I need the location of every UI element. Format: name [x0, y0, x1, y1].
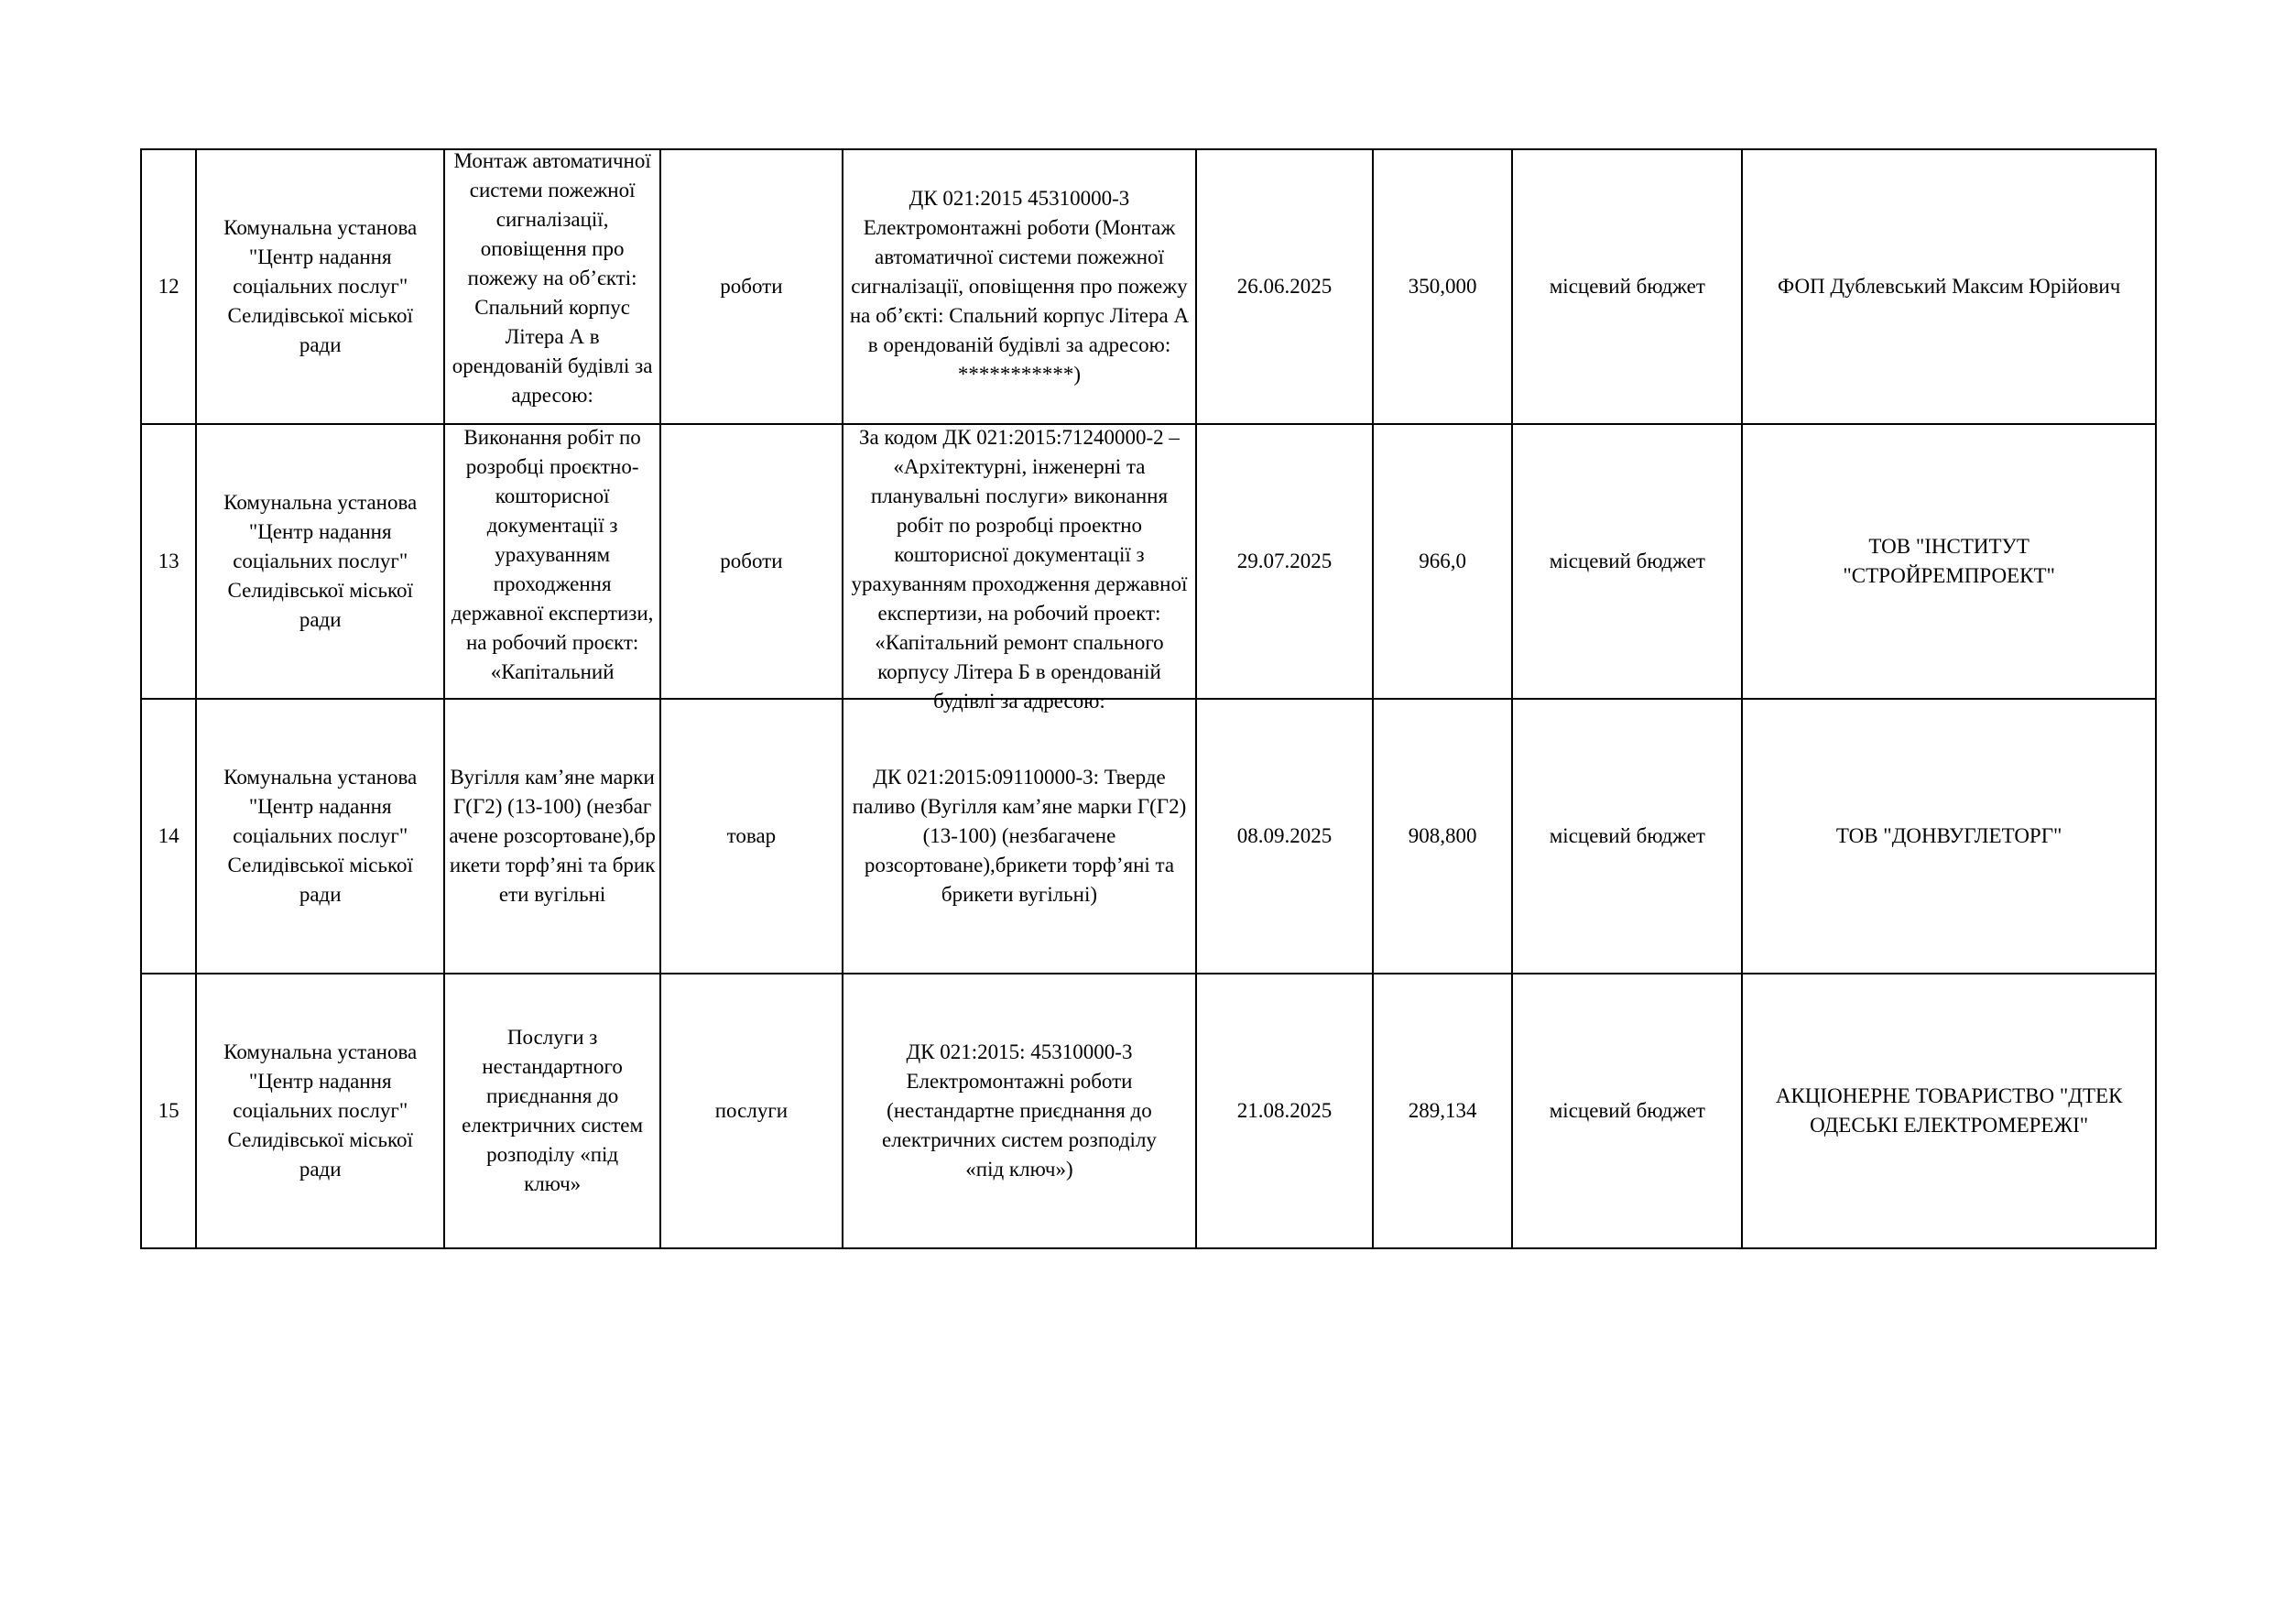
table-row: [141, 699, 2156, 974]
winner-cell: ТОВ "ІНСТИТУТ "СТРОЙРЕМПРОЕКТ": [1742, 424, 2156, 699]
contract-date-cell: 21.08.2025: [1196, 974, 1373, 1248]
organization-cell: Комунальна установа "Центр надання соціальних послуг" Селидівської міської ради: [196, 699, 444, 974]
funding-source-cell: місцевий бюджет: [1512, 699, 1742, 974]
table-row: [141, 424, 2156, 699]
subject-cell: Вугілля кам’яне марки Г(Г2) (13-100) (незбагачене розсортоване),брикети торф’яні та брикети вугільні: [444, 699, 660, 974]
cpv-code-cell: ДК 021:2015:09110000-3: Тверде паливо (Вугілля кам’яне марки Г(Г2) (13-100) (незбагачене розсортоване),брикети торф’яні та брикети вугільні): [843, 699, 1196, 974]
winner-cell: ФОП Дублевський Максим Юрійович: [1742, 149, 2156, 424]
organization-cell: Комунальна установа "Центр надання соціальних послуг" Селидівської міської ради: [196, 424, 444, 699]
table-row: [141, 149, 2156, 424]
funding-source-cell: місцевий бюджет: [1512, 424, 1742, 699]
cpv-code-cell: ДК 021:2015: 45310000-3 Електромонтажні роботи (нестандартне приєднання до електричних систем розподілу «під ключ»): [843, 974, 1196, 1248]
contract-date-cell: 29.07.2025: [1196, 424, 1373, 699]
procurement-table: [140, 148, 2157, 1249]
organization-cell: Комунальна установа "Центр надання соціальних послуг" Селидівської міської ради: [196, 149, 444, 424]
amount-cell: 908,800: [1373, 699, 1513, 974]
cpv-code-cell: ДК 021:2015 45310000-3 Електромонтажні роботи (Монтаж автоматичної системи пожежної сигналізації, оповіщення про пожежу на об’єкті: Спальний корпус Літера А в орендованій будівлі за адресою: ***********): [843, 149, 1196, 424]
procurement-type-cell: послуги: [660, 974, 843, 1248]
funding-source-cell: місцевий бюджет: [1512, 149, 1742, 424]
row-number: 12: [141, 149, 196, 424]
procurement-type-cell: роботи: [660, 424, 843, 699]
winner-cell: АКЦІОНЕРНЕ ТОВАРИСТВО "ДТЕК ОДЕСЬКІ ЕЛЕКТРОМЕРЕЖІ": [1742, 974, 2156, 1248]
procurement-type-cell: товар: [660, 699, 843, 974]
amount-cell: 289,134: [1373, 974, 1513, 1248]
procurement-type-cell: роботи: [660, 149, 843, 424]
row-number: 14: [141, 699, 196, 974]
funding-source-cell: місцевий бюджет: [1512, 974, 1742, 1248]
cpv-code-cell: За кодом ДК 021:2015:71240000-2 – «Архітектурні, інженерні та планувальні послуги» виконання робіт по розробці проектно кошторисної документації з урахуванням проходження державної експертизи, на робочий проект: «Капітальний ремонт спального корпусу Літера Б в орендованій будівлі за адресою:: [843, 424, 1196, 699]
table-row: [141, 974, 2156, 1248]
subject-cell: Послуги з нестандартного приєднання до електричних систем розподілу «під ключ»: [444, 974, 660, 1248]
row-number: 13: [141, 424, 196, 699]
amount-cell: 966,0: [1373, 424, 1513, 699]
contract-date-cell: 08.09.2025: [1196, 699, 1373, 974]
contract-date-cell: 26.06.2025: [1196, 149, 1373, 424]
row-number: 15: [141, 974, 196, 1248]
amount-cell: 350,000: [1373, 149, 1513, 424]
winner-cell: ТОВ "ДОНВУГЛЕТОРГ": [1742, 699, 2156, 974]
subject-cell: Виконання робіт по розробці проєктно-кошторисної документації з урахуванням проходження державної експертизи, на робочий проєкт: «Капітальний: [444, 424, 660, 699]
organization-cell: Комунальна установа "Центр надання соціальних послуг" Селидівської міської ради: [196, 974, 444, 1248]
subject-cell: Монтаж автоматичної системи пожежної сигналізації, оповіщення про пожежу на об’єкті: Спальний корпус Літера А в орендованій будівлі за адресою:: [444, 149, 660, 424]
